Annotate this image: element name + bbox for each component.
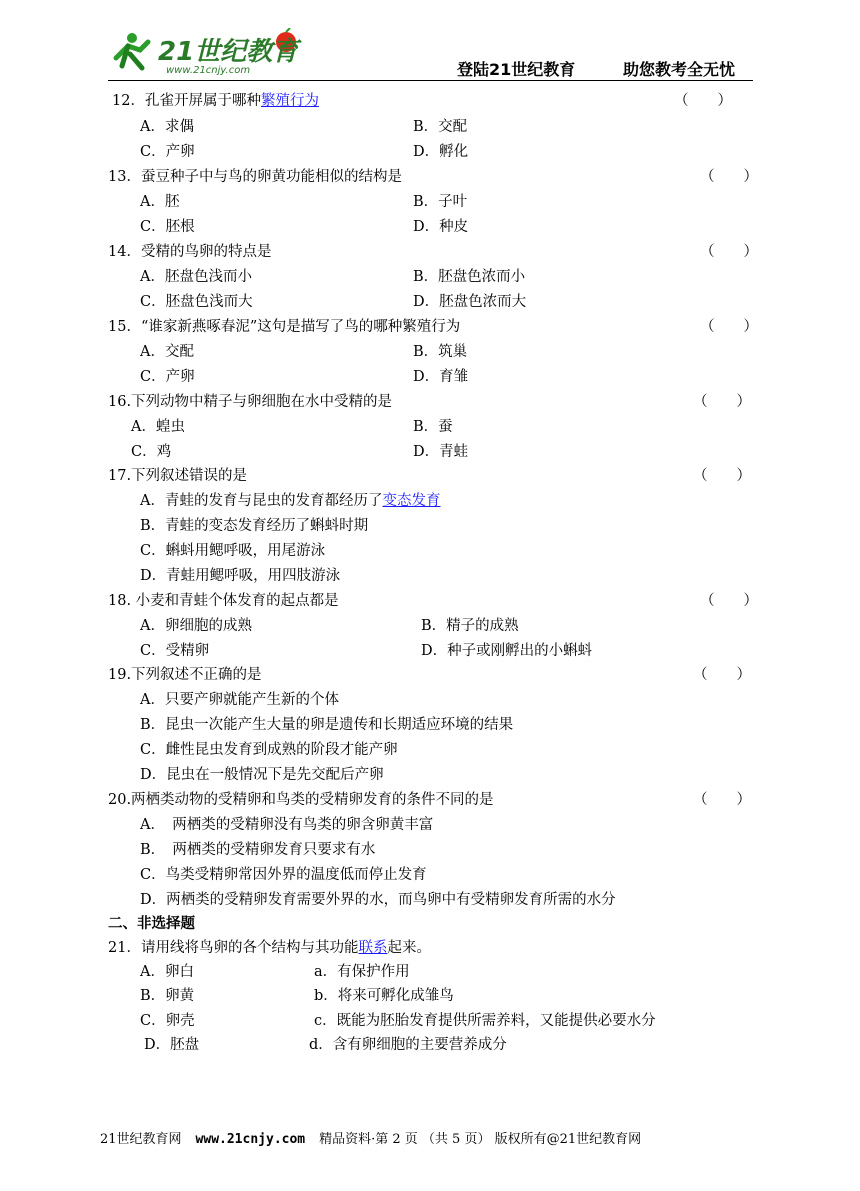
answer-paren: （ ） [693,792,751,808]
option: C．产卵 [140,369,195,385]
structure-item: D．胚盘 [144,1037,200,1053]
question-stem: 15．“谁家新燕啄春泥”这句是描写了鸟的哪种繁殖行为 [108,319,461,335]
logo-url: www.21cnjy.com [166,65,251,76]
header-divider [108,80,753,81]
answer-paren: （ ） [693,667,751,683]
header-slogan-left: 登陆21世纪教育 [457,60,576,79]
question-stem: 19.下列叙述不正确的是 [108,667,262,683]
option: A．胚盘色浅而小 [140,269,252,285]
logo-graphic [108,28,308,78]
option: A．交配 [140,344,194,360]
question-stem: 14．受精的鸟卵的特点是 [108,244,272,260]
option: B．筑巢 [413,344,468,360]
page-footer [100,1128,641,1147]
header-slogan-right: 助您教考全无忧 [623,60,736,79]
option: A．青蛙的发育与昆虫的发育都经历了变态发育 [140,493,441,509]
option: D．孵化 [413,144,469,160]
function-item: b．将来可孵化成雏鸟 [314,988,454,1004]
answer-paren: （ ） [700,244,758,260]
link-connect[interactable]: 联系 [358,940,388,956]
option: D．青蛙 [413,444,469,460]
logo-text: 21世纪教育 [158,37,299,67]
question-stem: 17.下列叙述错误的是 [108,468,248,484]
option: C．鸟类受精卵常因外界的温度低而停止发育 [140,867,427,883]
site-logo [108,28,308,78]
option: B．胚盘色浓而小 [413,269,526,285]
structure-item: C．卵壳 [140,1013,195,1029]
option: C．胚盘色浅而大 [140,294,253,310]
option: B．青蛙的变态发育经历了蝌蚪时期 [140,518,369,534]
answer-paren: （ ） [700,319,758,335]
option: B． 两栖类的受精卵发育只要求有水 [140,842,376,858]
footer-left: 21世纪教育网 [100,1132,182,1147]
footer-right: 精品资料·第 2 页 （共 5 页） 版权所有@21世纪教育网 [319,1132,642,1147]
option: A．只要产卵就能产生新的个体 [140,692,339,708]
function-item: c．既能为胚胎发育提供所需养料，又能提供必要水分 [314,1013,656,1029]
section-title: 二、非选择题 [108,915,195,932]
question-stem: 21．请用线将鸟卵的各个结构与其功能联系起来。 [108,940,431,956]
question-stem: 20.两栖类动物的受精卵和鸟类的受精卵发育的条件不同的是 [108,792,494,808]
option: A． 两栖类的受精卵没有鸟类的卵含卵黄丰富 [140,817,434,833]
answer-paren: （ ） [674,93,732,109]
option: C．雌性昆虫发育到成熟的阶段才能产卵 [140,742,398,758]
option: D．育雏 [413,369,469,385]
option: C．受精卵 [140,643,210,659]
option: B．子叶 [413,194,468,210]
answer-paren: （ ） [693,394,751,410]
option: A．蝗虫 [131,419,185,435]
option: B．昆虫一次能产生大量的卵是遗传和长期适应环境的结果 [140,717,514,733]
option: D．昆虫在一般情况下是先交配后产卵 [140,767,384,783]
structure-item: B．卵黄 [140,988,195,1004]
question-stem: 16.下列动物中精子与卵细胞在水中受精的是 [108,394,393,410]
structure-item: A．卵白 [140,964,194,980]
option: C．蝌蚪用鳃呼吸，用尾游泳 [140,543,326,559]
link-reproductive-behavior[interactable]: 繁殖行为 [260,93,319,109]
option: D．种子或刚孵出的小蝌蚪 [421,643,593,659]
option: D．青蛙用鳃呼吸，用四肢游泳 [140,568,341,584]
option: D．胚盘色浓而大 [413,294,527,310]
answer-paren: （ ） [700,593,758,609]
option: C．胚根 [140,219,195,235]
question-stem: 12．孔雀开屏属于哪种繁殖行为 [112,93,319,109]
option: A．胚 [140,194,180,210]
option: C．鸡 [131,444,172,460]
footer-site: www.21cnjy.com [195,1132,306,1147]
question-stem: 13．蚕豆种子中与鸟的卵黄功能相似的结构是 [108,169,402,185]
question-stem: 18. 小麦和青蛙个体发育的起点都是 [108,593,339,609]
option: B．蚕 [413,419,453,435]
option: A．求偶 [140,119,194,135]
function-item: a．有保护作用 [314,964,410,980]
function-item: d．含有卵细胞的主要营养成分 [309,1037,507,1053]
answer-paren: （ ） [693,468,751,484]
option: D．种皮 [413,219,469,235]
option: D．两栖类的受精卵发育需要外界的水，而鸟卵中有受精卵发育所需的水分 [140,892,616,908]
answer-paren: （ ） [700,169,758,185]
option: B．精子的成熟 [421,618,519,634]
option: A．卵细胞的成熟 [140,618,252,634]
option: B．交配 [413,119,468,135]
option: C．产卵 [140,144,195,160]
link-metamorphosis[interactable]: 变态发育 [382,493,441,509]
